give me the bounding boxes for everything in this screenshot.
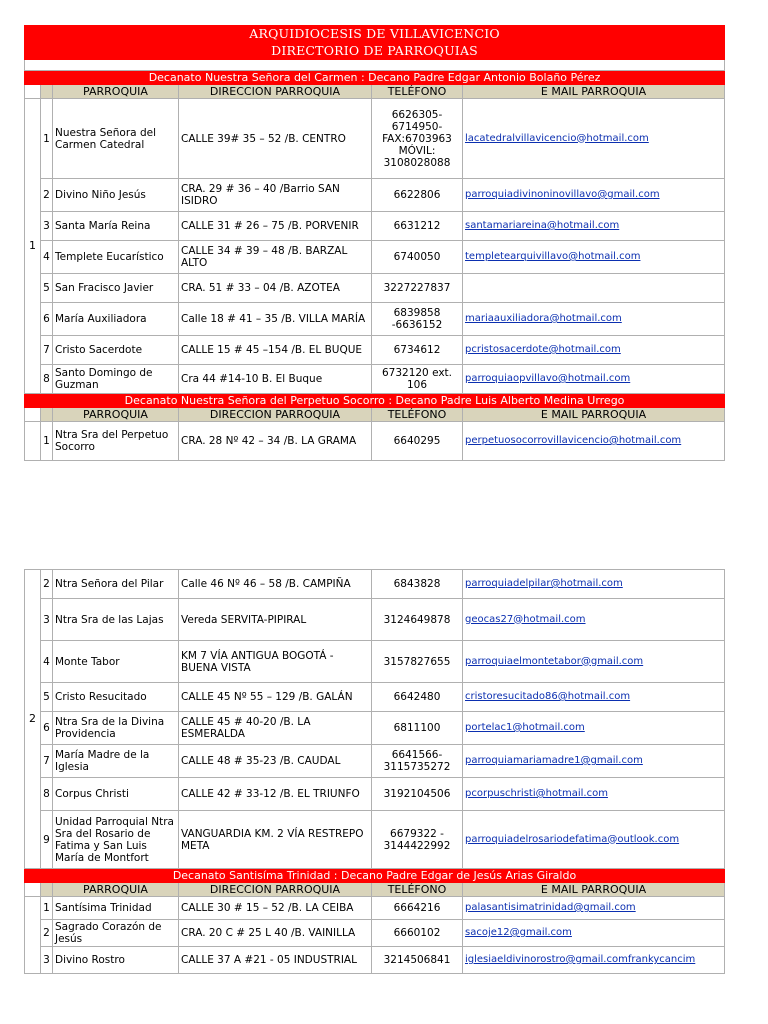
parish-name: Corpus Christi (55, 788, 129, 800)
parish-address-cell (179, 641, 372, 683)
parish-name: Santa María Reina (55, 220, 151, 232)
sheet-bottom (24, 569, 724, 974)
parish-address: CALLE 15 # 45 –154 /B. EL BUQUE (181, 344, 363, 356)
row-number-cell (41, 422, 53, 461)
parish-name: Santísima Trinidad (55, 902, 152, 914)
row-number-cell (41, 303, 53, 336)
table-row (25, 683, 725, 712)
table-row (25, 212, 725, 241)
parish-name: Templete Eucarístico (55, 251, 164, 263)
parish-address-cell (179, 745, 372, 778)
parish-address-cell (179, 683, 372, 712)
parish-name-cell (53, 599, 179, 641)
parish-address-cell (179, 274, 372, 303)
parish-address: CRA. 29 # 36 – 40 /Barrio SAN ISIDRO (181, 183, 340, 207)
parish-address: VANGUARDIA KM. 2 VÍA RESTREPO META (181, 827, 364, 852)
parish-phone: 3214506841 (383, 954, 451, 966)
parish-phone: 6641566- 3115735272 (383, 749, 451, 773)
parish-phone: 6626305- 6714950- FAX:6703963 MÓVIL: 3108028088 (382, 108, 452, 169)
parish-name-cell (53, 897, 179, 920)
parish-name: Unidad Parroquial Ntra Sra del Rosario de Fatima y San Luis María de Montfort (55, 815, 174, 864)
parish-email-cell (463, 99, 725, 179)
spacer-row (25, 60, 725, 71)
parish-email-cell (463, 641, 725, 683)
parish-name-cell (53, 241, 179, 274)
parish-phone-cell (372, 365, 463, 394)
header-direccion: DIRECCION PARROQUIA (179, 883, 372, 897)
parish-email-cell (463, 422, 725, 461)
group-header-cell (25, 408, 41, 422)
row-number-cell (41, 212, 53, 241)
parish-phone-cell (372, 274, 463, 303)
parish-phone-cell (372, 99, 463, 179)
row-number: 1 (43, 435, 50, 447)
parish-address: Calle 46 Nº 46 – 58 /B. CAMPIÑA (181, 578, 351, 590)
parish-phone: 6839858 -6636152 (391, 307, 443, 331)
parish-phone-cell (372, 897, 463, 920)
num-header-cell (41, 85, 53, 99)
directory-table-bottom (24, 569, 725, 974)
parish-address: CALLE 31 # 26 – 75 /B. PORVENIR (181, 220, 359, 232)
parish-email-cell (463, 778, 725, 811)
email-link[interactable]: cristoresucitado86@hotmail.com (465, 691, 631, 702)
parish-phone: 6660102 (393, 927, 441, 939)
header-telefono: TELÉFONO (372, 85, 463, 99)
table-row (25, 303, 725, 336)
parish-phone-cell (372, 947, 463, 974)
parish-name-cell (53, 778, 179, 811)
parish-email-cell (463, 712, 725, 745)
row-number-cell (41, 274, 53, 303)
table-row (25, 241, 725, 274)
row-number-cell (41, 920, 53, 947)
parish-phone: 3124649878 (383, 613, 451, 626)
email-link[interactable]: lacatedralvillavicencio@hotmail.com (465, 132, 649, 144)
parish-name: Cristo Resucitado (55, 691, 147, 703)
parish-phone: 6811100 (393, 722, 441, 734)
email-link[interactable]: parroquiaopvillavo@hotmail.com (465, 373, 631, 384)
parish-address: CALLE 30 # 15 – 52 /B. LA CEIBA (181, 902, 354, 914)
parish-name-cell (53, 336, 179, 365)
table-row (25, 947, 725, 974)
group-number-cell: 2 (25, 570, 41, 869)
parish-address-cell (179, 336, 372, 365)
parish-address-cell (179, 570, 372, 599)
row-number: 6 (43, 722, 50, 734)
email-link[interactable]: templetearquivillavo@hotmail.com (465, 251, 641, 262)
parish-name-cell (53, 274, 179, 303)
table-row (25, 179, 725, 212)
row-number: 8 (43, 373, 50, 385)
parish-address: CALLE 48 # 35-23 /B. CAUDAL (181, 755, 341, 767)
parish-phone-cell (372, 712, 463, 745)
parish-name-cell (53, 920, 179, 947)
parish-address-cell (179, 422, 372, 461)
table-row (25, 745, 725, 778)
row-number: 3 (43, 220, 50, 232)
row-number: 1 (43, 902, 50, 914)
email-link[interactable]: parroquiadelrosariodefatima@outlook.com (465, 833, 680, 845)
parish-phone: 6664216 (393, 902, 441, 914)
parish-address-cell (179, 778, 372, 811)
row-number-cell (41, 99, 53, 179)
parish-address-cell (179, 712, 372, 745)
row-number: 3 (43, 613, 50, 626)
parish-email-cell (463, 897, 725, 920)
row-number: 9 (43, 833, 50, 846)
parish-address: Cra 44 #14-10 B. El Buque (181, 373, 323, 385)
parish-phone-cell (372, 745, 463, 778)
group-number-cell (25, 422, 41, 461)
parish-address-cell (179, 241, 372, 274)
parish-address-cell (179, 365, 372, 394)
table-row (25, 274, 725, 303)
row-number-cell (41, 641, 53, 683)
row-number-cell (41, 241, 53, 274)
parish-phone: 6631212 (393, 220, 441, 232)
parish-name-cell (53, 683, 179, 712)
parish-address-cell (179, 303, 372, 336)
header-email: E MAIL PARROQUIA (463, 408, 725, 422)
parish-phone: 3227227837 (383, 282, 451, 294)
email-link[interactable]: geocas27@hotmail.com (465, 613, 586, 625)
email-link[interactable]: iglesiaeldivinorostro@gmail.comfrankycancim (465, 954, 696, 965)
row-number-cell (41, 570, 53, 599)
parish-name: Cristo Sacerdote (55, 344, 143, 356)
parish-address: CALLE 34 # 39 – 48 /B. BARZAL ALTO (181, 245, 348, 269)
email-link[interactable]: parroquiamariamadre1@gmail.com (465, 755, 643, 766)
parish-email-cell (463, 303, 725, 336)
parish-address: CRA. 20 C # 25 L 40 /B. VAINILLA (181, 927, 356, 939)
header-email: E MAIL PARROQUIA (463, 883, 725, 897)
parish-email-cell (463, 920, 725, 947)
row-number: 7 (43, 344, 50, 356)
table-row (25, 897, 725, 920)
table-row (25, 99, 725, 179)
parish-address-cell (179, 212, 372, 241)
row-number: 8 (43, 788, 50, 800)
parish-phone-cell (372, 241, 463, 274)
table-row (25, 712, 725, 745)
row-number-cell (41, 179, 53, 212)
email-link[interactable]: santamariareina@hotmail.com (465, 220, 620, 231)
table-row (25, 365, 725, 394)
parish-address-cell (179, 920, 372, 947)
parish-email-cell (463, 274, 725, 303)
parish-address-cell (179, 179, 372, 212)
parish-address: CALLE 37 A #21 - 05 INDUSTRIAL (181, 954, 357, 966)
row-number: 4 (43, 251, 50, 263)
group-number-cell: 1 (25, 99, 41, 394)
email-link[interactable]: portelac1@hotmail.com (465, 722, 585, 733)
email-link[interactable]: mariaauxiliadora@hotmail.com (465, 313, 622, 324)
header-email: E MAIL PARROQUIA (463, 85, 725, 99)
table-row (25, 599, 725, 641)
group-header-cell (25, 883, 41, 897)
email-link[interactable]: palasantisimatrinidad@gmail.com (465, 902, 636, 913)
table-row (25, 570, 725, 599)
parish-name: Santo Domingo de Guzman (55, 367, 153, 391)
table-row (25, 920, 725, 947)
parish-name-cell (53, 422, 179, 461)
row-number: 5 (43, 282, 50, 294)
parish-name: Ntra Sra del Perpetuo Socorro (55, 429, 169, 453)
parish-name-cell (53, 212, 179, 241)
parish-phone-cell (372, 778, 463, 811)
group-header-cell (25, 85, 41, 99)
parish-email-cell (463, 683, 725, 712)
row-number-cell (41, 712, 53, 745)
email-link[interactable]: parroquiadivinoninovillavo@gmail.com (465, 189, 660, 200)
row-number-cell (41, 778, 53, 811)
parish-address-cell (179, 99, 372, 179)
header-direccion: DIRECCION PARROQUIA (179, 85, 372, 99)
deanery-title: Decanato Santisíma Trinidad : Decano Padre Edgar de Jesús Arias Giraldo (25, 869, 725, 883)
row-number-cell (41, 365, 53, 394)
document-title-line2: DIRECTORIO DE PARROQUIAS (25, 43, 725, 60)
parish-phone-cell (372, 811, 463, 869)
parish-name: Divino Rostro (55, 954, 125, 966)
parish-name: Nuestra Señora del Carmen Catedral (55, 126, 156, 151)
parish-phone: 3192104506 (383, 788, 451, 800)
parish-name: María Auxiliadora (55, 313, 147, 325)
parish-name-cell (53, 99, 179, 179)
row-number-cell (41, 947, 53, 974)
header-telefono: TELÉFONO (372, 883, 463, 897)
row-number: 7 (43, 755, 50, 767)
parish-address: CALLE 45 Nº 55 – 129 /B. GALÁN (181, 691, 353, 703)
parish-address-cell (179, 947, 372, 974)
parish-phone: 6622806 (393, 189, 441, 201)
row-number-cell (41, 336, 53, 365)
parish-name-cell (53, 179, 179, 212)
parish-email-cell (463, 365, 725, 394)
email-link[interactable]: pcorpuschristi@hotmail.com (465, 788, 608, 799)
email-link[interactable]: parroquiadelpilar@hotmail.com (465, 578, 623, 589)
parish-phone-cell (372, 570, 463, 599)
row-number-cell (41, 897, 53, 920)
group-number-cell (25, 897, 41, 974)
parish-address: CRA. 51 # 33 – 04 /B. AZOTEA (181, 282, 340, 294)
parish-name-cell (53, 745, 179, 778)
parish-name-cell (53, 641, 179, 683)
parish-email-cell (463, 599, 725, 641)
email-link[interactable]: parroquiaelmontetabor@gmail.com (465, 655, 644, 667)
header-parroquia: PARROQUIA (53, 883, 179, 897)
table-row (25, 778, 725, 811)
parish-phone: 3157827655 (383, 655, 451, 668)
parish-phone: 6640295 (393, 435, 441, 447)
parish-name: Ntra Sra de las Lajas (55, 613, 164, 626)
parish-phone: 6642480 (393, 691, 441, 703)
num-header-cell (41, 883, 53, 897)
parish-address: CALLE 45 # 40-20 /B. LA ESMERALDA (181, 716, 311, 740)
row-number: 5 (43, 691, 50, 703)
parish-phone-cell (372, 303, 463, 336)
table-row (25, 422, 725, 461)
directory-table-top (24, 25, 725, 461)
row-number: 1 (43, 132, 50, 145)
row-number-cell (41, 745, 53, 778)
parish-phone-cell (372, 641, 463, 683)
row-number-cell (41, 599, 53, 641)
parish-phone-cell (372, 212, 463, 241)
parish-name: Divino Niño Jesús (55, 189, 146, 201)
parish-name-cell (53, 811, 179, 869)
header-parroquia: PARROQUIA (53, 85, 179, 99)
header-parroquia: PARROQUIA (53, 408, 179, 422)
parish-phone: 6740050 (393, 251, 441, 263)
row-number: 3 (43, 954, 50, 966)
parish-phone: 6679322 - 3144422992 (383, 827, 451, 852)
parish-phone-cell (372, 422, 463, 461)
table-row (25, 336, 725, 365)
parish-name: Sagrado Corazón de Jesús (55, 921, 162, 945)
parish-email-cell (463, 212, 725, 241)
parish-address: KM 7 VÍA ANTIGUA BOGOTÁ - BUENA VISTA (181, 649, 334, 674)
parish-address-cell (179, 811, 372, 869)
parish-name: María Madre de la Iglesia (55, 749, 150, 773)
table-row (25, 641, 725, 683)
parish-name-cell (53, 570, 179, 599)
parish-phone-cell (372, 336, 463, 365)
row-number-cell (41, 811, 53, 869)
parish-address: CRA. 28 Nº 42 – 34 /B. LA GRAMA (181, 435, 357, 447)
parish-address: Vereda SERVITA-PIPIRAL (181, 613, 307, 626)
parish-email-cell (463, 947, 725, 974)
row-number: 6 (43, 313, 50, 325)
header-direccion: DIRECCION PARROQUIA (179, 408, 372, 422)
header-telefono: TELÉFONO (372, 408, 463, 422)
parish-address-cell (179, 599, 372, 641)
deanery-title: Decanato Nuestra Señora del Perpetuo Socorro : Decano Padre Luis Alberto Medina Urrego (25, 394, 725, 408)
parish-email-cell (463, 241, 725, 274)
parish-address: Calle 18 # 41 – 35 /B. VILLA MARÍA (181, 313, 366, 325)
row-number-cell (41, 683, 53, 712)
parish-name-cell (53, 365, 179, 394)
parish-address: CALLE 42 # 33-12 /B. EL TRIUNFO (181, 788, 360, 800)
document-title-line1: ARQUIDIOCESIS DE VILLAVICENCIO (25, 26, 725, 43)
email-link[interactable]: sacoje12@gmail.com (465, 927, 572, 938)
deanery-title: Decanato Nuestra Señora del Carmen : Decano Padre Edgar Antonio Bolaño Pérez (25, 71, 725, 85)
table-row (25, 811, 725, 869)
parish-phone-cell (372, 920, 463, 947)
parish-phone-cell (372, 599, 463, 641)
parish-name: Monte Tabor (55, 655, 120, 668)
parish-phone-cell (372, 683, 463, 712)
parish-phone: 6734612 (393, 344, 441, 356)
parish-email-cell (463, 570, 725, 599)
email-link[interactable]: perpetuosocorrovillavicencio@hotmail.com (465, 435, 682, 446)
parish-name: Ntra Sra de la Divina Providencia (55, 716, 165, 740)
num-header-cell (41, 408, 53, 422)
parish-name-cell (53, 947, 179, 974)
parish-email-cell (463, 811, 725, 869)
parish-name-cell (53, 303, 179, 336)
parish-phone-cell (372, 179, 463, 212)
parish-phone: 6843828 (393, 578, 441, 590)
parish-name: Ntra Señora del Pilar (55, 578, 164, 590)
row-number: 4 (43, 655, 50, 668)
row-number: 2 (43, 927, 50, 939)
parish-address-cell (179, 897, 372, 920)
row-number: 2 (43, 578, 50, 590)
parish-email-cell (463, 745, 725, 778)
parish-email-cell (463, 336, 725, 365)
parish-email-cell (463, 179, 725, 212)
sheet-top (24, 25, 724, 461)
parish-name: San Fracisco Javier (55, 282, 154, 294)
email-link[interactable]: pcristosacerdote@hotmail.com (465, 344, 621, 355)
parish-address: CALLE 39# 35 – 52 /B. CENTRO (181, 132, 346, 145)
parish-name-cell (53, 712, 179, 745)
parish-phone: 6732120 ext. 106 (381, 367, 453, 391)
row-number: 2 (43, 189, 50, 201)
